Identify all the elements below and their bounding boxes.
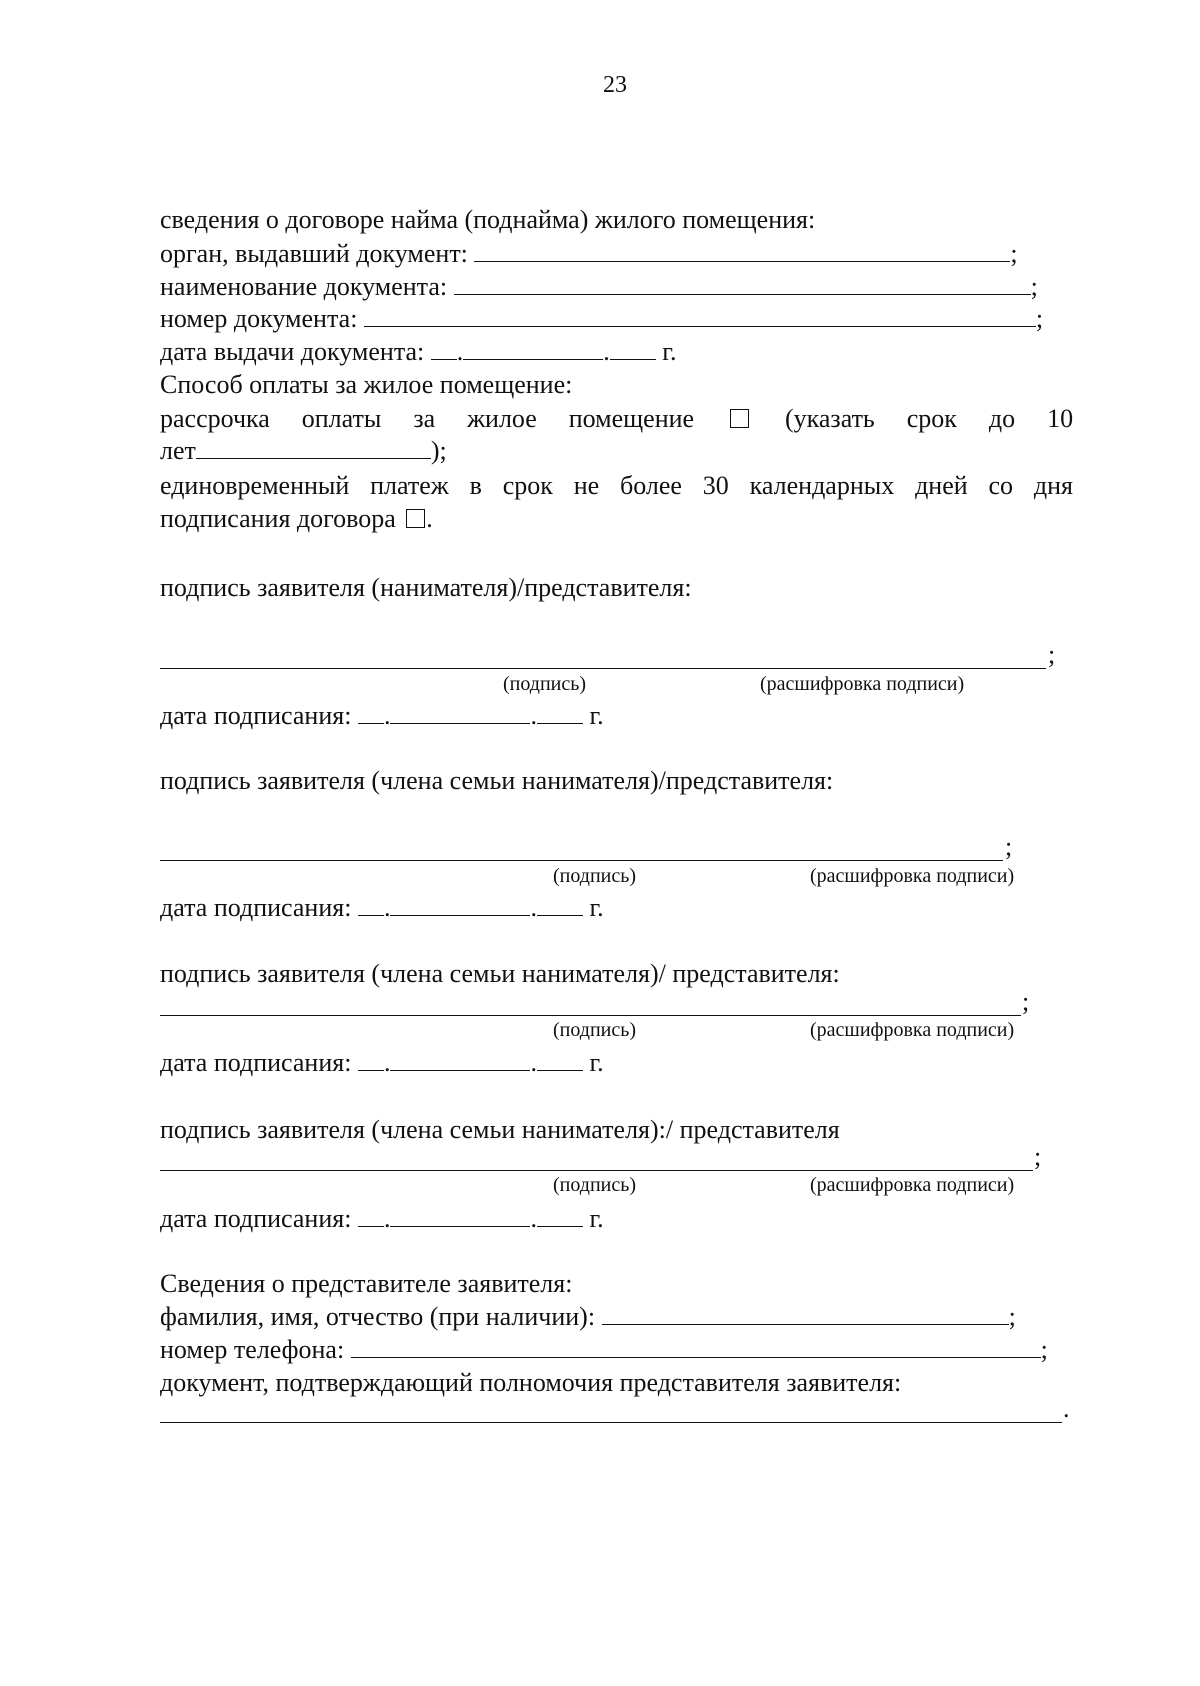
date-dot: .: [530, 701, 537, 730]
lump-sum-dot: .: [426, 504, 433, 533]
page-number: 23: [603, 72, 627, 98]
doc-number-label: номер документа:: [160, 304, 358, 333]
installment-word: до: [988, 404, 1016, 433]
installment-word: рассрочка: [160, 404, 270, 433]
issuer-field[interactable]: [474, 239, 1010, 262]
sign-year-field[interactable]: [537, 1048, 583, 1071]
signature-semicolon-3: ;: [1022, 987, 1030, 1016]
year-suffix: г.: [589, 701, 604, 730]
sign-month-field[interactable]: [390, 893, 530, 916]
sign-date-row-2: [160, 892, 604, 924]
representative-document-label: документ, подтверждающий полномочия представителя заявителя:: [160, 1368, 902, 1397]
sign-day-field[interactable]: [358, 701, 384, 724]
fio-semicolon: ;: [1008, 1302, 1016, 1331]
installment-word: жилое: [467, 404, 537, 433]
issue-date-row: [160, 336, 677, 368]
installment-checkbox[interactable]: [730, 409, 749, 428]
signature-heading-2: подпись заявителя (члена семьи нанимателя)/представителя:: [160, 766, 834, 795]
year-suffix: г.: [662, 337, 677, 366]
date-dot: .: [530, 893, 537, 922]
payment-heading: Способ оплаты за жилое помещение:: [160, 370, 573, 399]
signature-line-2[interactable]: [160, 860, 1003, 861]
date-dot: .: [530, 1204, 537, 1233]
sign-date-row-4: [160, 1203, 604, 1235]
signature-semicolon-1: ;: [1048, 640, 1056, 669]
signature-caption-1: (подпись): [503, 673, 587, 695]
sign-month-field[interactable]: [390, 1204, 530, 1227]
sign-month-field[interactable]: [390, 1048, 530, 1071]
sign-date-label: дата подписания:: [160, 701, 352, 730]
signature-caption-4: (подпись): [553, 1174, 637, 1196]
phone-field[interactable]: [351, 1335, 1041, 1358]
issuer-row: [160, 238, 1018, 270]
date-dot: .: [530, 1048, 537, 1077]
date-dot: .: [383, 701, 391, 730]
doc-number-field[interactable]: [364, 304, 1036, 327]
sign-date-row-3: [160, 1047, 604, 1079]
decoding-caption-2: (расшифровка подписи): [810, 865, 1015, 887]
doc-number-semicolon: ;: [1035, 304, 1044, 333]
year-suffix: г.: [589, 893, 604, 922]
issue-date-label: дата выдачи документа:: [160, 337, 425, 366]
sign-date-label: дата подписания:: [160, 893, 352, 922]
sign-year-field[interactable]: [537, 701, 583, 724]
installment-years-row: [160, 435, 447, 467]
signature-semicolon-2: ;: [1005, 832, 1013, 861]
signature-heading-4: подпись заявителя (члена семьи нанимателя):/ представителя: [160, 1115, 840, 1144]
signature-caption-3: (подпись): [553, 1019, 637, 1041]
sign-date-label: дата подписания:: [160, 1204, 352, 1233]
sign-date-label: дата подписания:: [160, 1048, 352, 1077]
issue-day-field[interactable]: [431, 337, 457, 360]
phone-row: [160, 1334, 1048, 1366]
installment-word: 10: [1047, 404, 1074, 433]
signature-line-3[interactable]: [160, 1015, 1021, 1016]
sign-year-field[interactable]: [537, 1204, 583, 1227]
installment-close: );: [430, 436, 447, 465]
issuer-semicolon: ;: [1010, 239, 1018, 268]
representative-document-field[interactable]: [160, 1422, 1062, 1423]
signature-line-1[interactable]: [160, 668, 1046, 669]
signature-heading-3: подпись заявителя (члена семьи нанимателя)/ представителя:: [160, 959, 840, 988]
year-suffix: г.: [589, 1204, 604, 1233]
lump-sum-row: [160, 503, 433, 535]
decoding-caption-4: (расшифровка подписи): [810, 1174, 1015, 1196]
date-dot: .: [383, 893, 391, 922]
sign-day-field[interactable]: [358, 893, 384, 916]
decoding-caption-3: (расшифровка подписи): [810, 1019, 1015, 1041]
date-dot: .: [383, 1204, 391, 1233]
installment-word: срок: [906, 404, 957, 433]
year-suffix: г.: [589, 1048, 604, 1077]
doc-name-label: наименование документа:: [160, 272, 448, 301]
installment-word: за: [413, 404, 436, 433]
installment-years-label: лет: [160, 436, 196, 465]
signature-semicolon-4: ;: [1034, 1142, 1042, 1171]
sign-date-row-1: [160, 700, 604, 732]
sign-day-field[interactable]: [358, 1204, 384, 1227]
installment-word: оплаты: [301, 404, 382, 433]
issue-month-field[interactable]: [463, 337, 603, 360]
lump-sum-checkbox[interactable]: [406, 509, 425, 528]
lump-sum-line1: единовременный платеж в срок не более 30 календарных дней со дня: [160, 471, 1073, 500]
doc-name-semicolon: ;: [1030, 272, 1038, 301]
sign-day-field[interactable]: [358, 1048, 384, 1071]
lease-heading: сведения о договоре найма (поднайма) жилого помещения:: [160, 205, 816, 234]
doc-name-row: [160, 271, 1038, 303]
issue-year-field[interactable]: [610, 337, 656, 360]
fio-field[interactable]: [602, 1302, 1009, 1325]
issuer-label: орган, выдавший документ:: [160, 239, 468, 268]
phone-semicolon: ;: [1040, 1335, 1048, 1364]
signature-caption-2: (подпись): [553, 865, 637, 887]
lump-sum-line2: подписания договора: [160, 504, 396, 533]
installment-years-field[interactable]: [196, 436, 431, 459]
date-dot: .: [383, 1048, 391, 1077]
fio-label: фамилия, имя, отчество (при наличии):: [160, 1302, 596, 1331]
decoding-caption-1: (расшифровка подписи): [760, 673, 965, 695]
sign-month-field[interactable]: [390, 701, 530, 724]
representative-heading: Сведения о представителе заявителя:: [160, 1269, 573, 1298]
phone-label: номер телефона:: [160, 1335, 345, 1364]
installment-word: (указать: [785, 404, 875, 433]
date-dot: .: [456, 337, 464, 366]
representative-end-dot: .: [1063, 1394, 1070, 1423]
signature-line-4[interactable]: [160, 1170, 1033, 1171]
installment-word: помещение: [568, 404, 695, 433]
date-dot: .: [603, 337, 610, 366]
sign-year-field[interactable]: [537, 893, 583, 916]
fio-row: [160, 1301, 1016, 1333]
installment-row: [160, 403, 1073, 435]
doc-name-field[interactable]: [454, 272, 1031, 295]
signature-heading-1: подпись заявителя (нанимателя)/представителя:: [160, 573, 692, 602]
doc-number-row: [160, 303, 1043, 335]
